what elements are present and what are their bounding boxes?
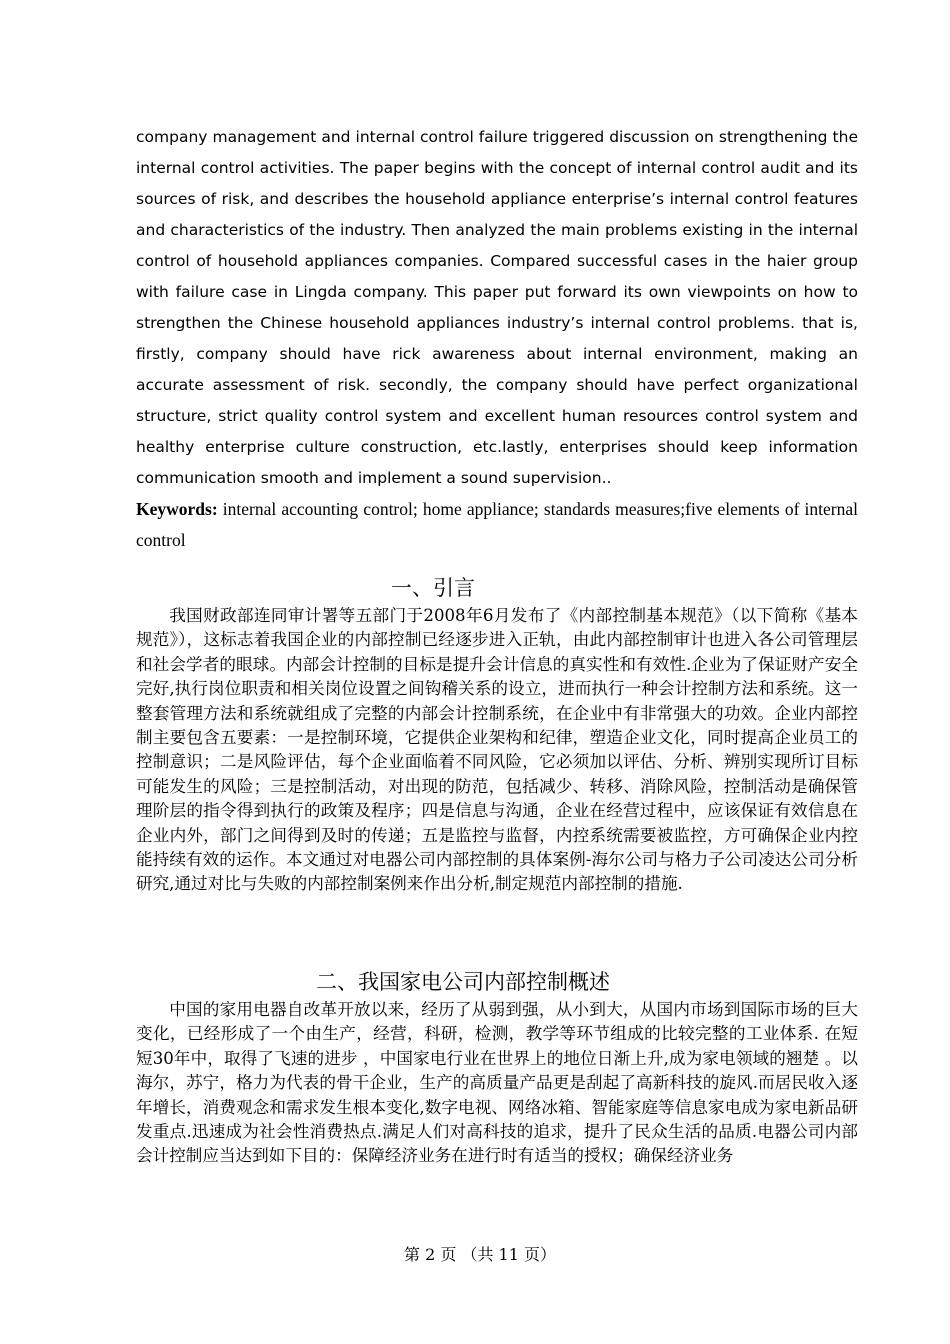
section-heading-overview: 二、我国家电公司内部控制概述 xyxy=(316,970,610,994)
keywords-label: Keywords: xyxy=(136,499,218,519)
page-number-footer: 第 2 页 （共 11 页） xyxy=(404,1245,556,1264)
keywords-text: internal accounting control; home appliance; standards measures;five elements of internal control xyxy=(136,499,858,550)
section-heading-introduction: 一、引言 xyxy=(391,576,475,600)
abstract-body: company management and internal control failure triggered discussion on strengthening the internal control activities. The paper begins with the concept of internal control audit and its sources of risk, and describes the household appliance enterprise’s internal control features and characteristics of the industry. Then analyzed the main problems existing in the internal control of household appliances companies. Compared successful cases in the haier group with failure case in Lingda company. This paper put forward its own viewpoints on how to strengthen the Chinese household appliances industry’s internal control problems. that is, firstly, company should have rick awareness about internal environment, making an accurate assessment of risk. secondly, the company should have perfect organizational structure, strict quality control system and excellent human resources control system and healthy enterprise culture construction, etc.lastly, enterprises should keep information communication smooth and implement a sound supervision.. xyxy=(136,128,858,487)
overview-paragraph: 中国的家用电器自改革开放以来，经历了从弱到强，从小到大，从国内市场到国际市场的巨大变化，已经形成了一个由生产，经营，科研，检测，教学等环节组成的比较完整的工业体系. 在短短30年中，取得了飞速的进步 ，中国家电行业在世界上的地位日渐上升,成为家电领域的翘楚 。以海尔，苏宁，格力为代表的骨干企业，生产的高质量产品更是刮起了高新科技的旋风.而居民收入逐年增长，消费观念和需求发生根本变化,数字电视、网络冰箱、智能家庭等信息家电成为家电新品研发重点.迅速成为社会性消费热点.满足人们对高科技的追求，提升了民众生活的品质.电器公司内部会计控制应当达到如下目的：保障经济业务在进行时有适当的授权；确保经济业务 xyxy=(136,1000,858,1166)
keywords-line xyxy=(136,494,858,556)
introduction-paragraph: 我国财政部连同审计署等五部门于2008年6月发布了《内部控制基本规范》（以下简称《基本规范》），这标志着我国企业的内部控制已经逐步进入正轨，由此内部控制审计也进入各公司管理层和社会学者的眼球。内部会计控制的目标是提升会计信息的真实性和有效性.企业为了保证财产安全完好,执行岗位职责和相关岗位设置之间钩稽关系的设立，进而执行一种会计控制方法和系统。这一整套管理方法和系统就组成了完整的内部会计控制系统，在企业中有非常强大的功效。企业内部控制主要包含五要素：一是控制环境，它提供企业架构和纪律，塑造企业文化，同时提高企业员工的控制意识；二是风险评估，每个企业面临着不同风险，它必须加以评估、分析、辨别实现所订目标可能发生的风险；三是控制活动，对出现的防范，包括减少、转移、消除风险，控制活动是确保管理阶层的指令得到执行的政策及程序；四是信息与沟通，企业在经营过程中，应该保证有效信息在企业内外，部门之间得到及时的传递；五是监控与监督，内控系统需要被监控，方可确保企业内控能持续有效的运作。本文通过对电器公司内部控制的具体案例-海尔公司与格力子公司凌达公司分析研究,通过对比与失败的内部控制案例来作出分析,制定规范内部控制的措施. xyxy=(136,606,858,894)
english-abstract xyxy=(136,122,858,556)
